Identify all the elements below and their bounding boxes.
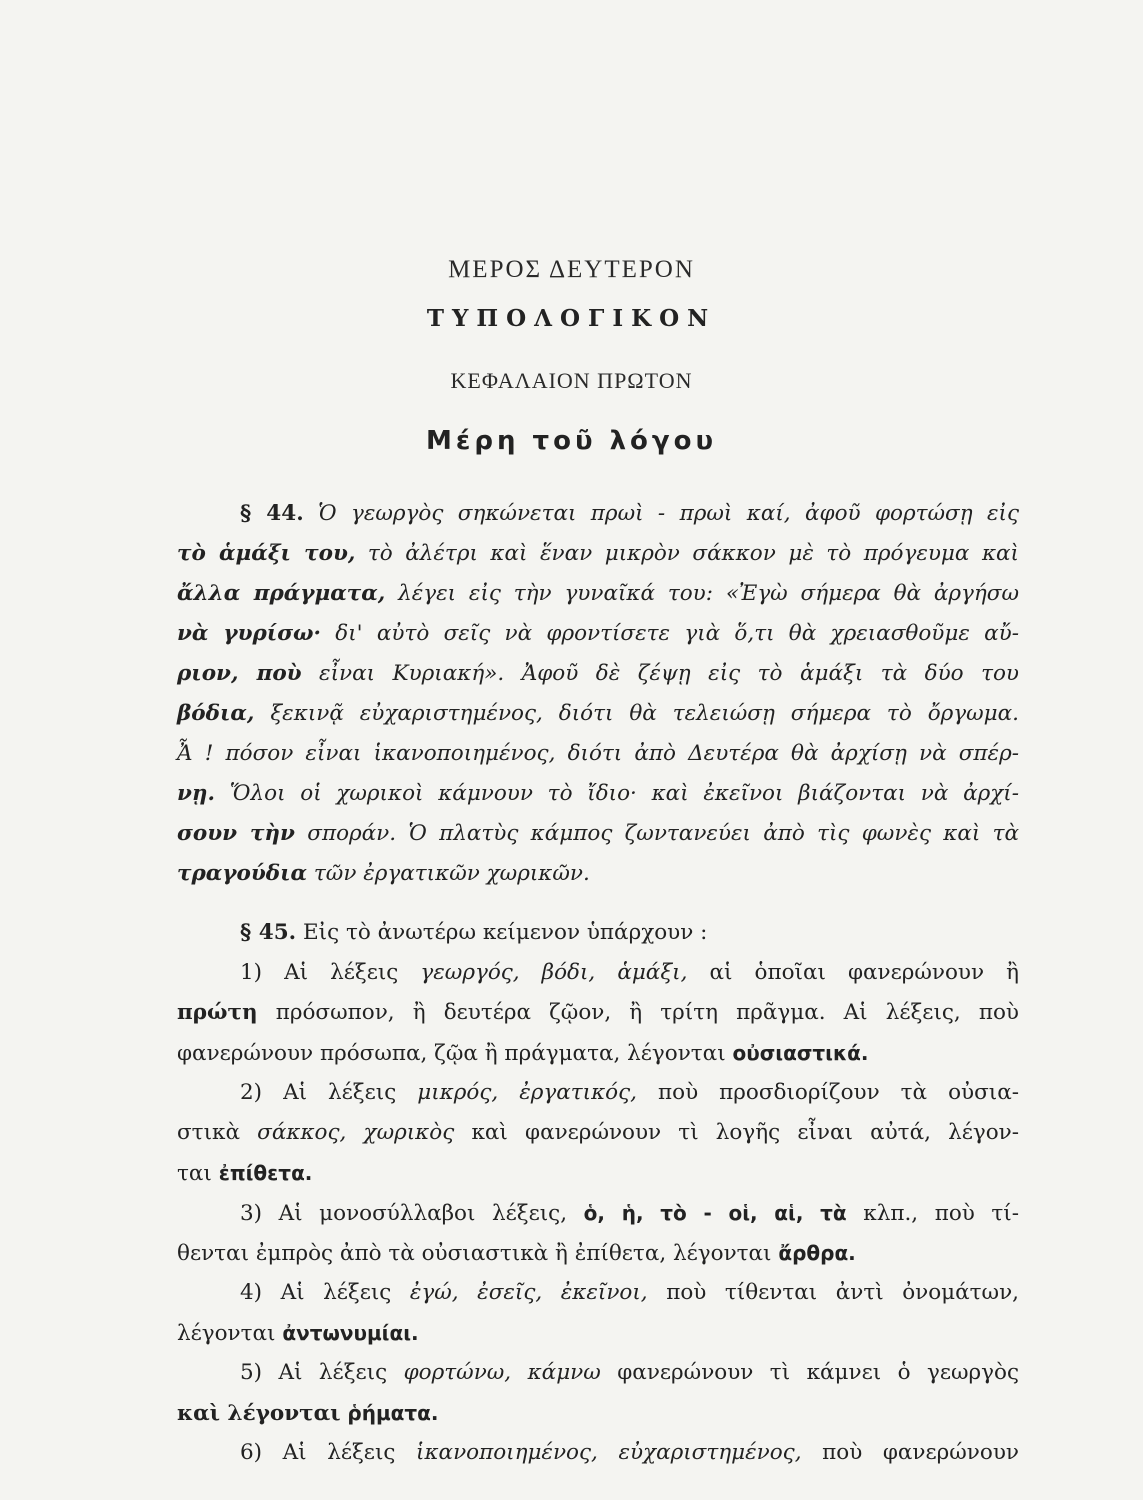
- term-articles: ἄρθρα.: [778, 1241, 856, 1265]
- text-span: μικρός, ἐργατικός,: [417, 1080, 637, 1105]
- paragraph-44-line-7: [177, 734, 1019, 774]
- paragraph-44-line-10: [177, 854, 1019, 894]
- text-span: φορτώνω, κάμνω: [403, 1360, 601, 1385]
- term-verbs: ῥήματα.: [347, 1401, 439, 1425]
- text-span: νῃ.: [177, 781, 216, 806]
- text-span: τὸ ἀλέτρι καὶ ἕναν μικρὸν σάκκον μὲ τὸ πρόγευμα καὶ: [355, 541, 1019, 566]
- section-title: ΤΥΠΟΛΟΓΙΚΟΝ: [426, 305, 717, 332]
- text-span: ποὺ τίθενται ἀντὶ ὀνομάτων,: [666, 1280, 1019, 1305]
- paragraph-45-intro: [240, 913, 1019, 953]
- text-span: τὸ ἁμάξι του,: [177, 541, 356, 566]
- item-1-line-2: [177, 993, 1019, 1033]
- text-span: σάκκος, χωρικὸς: [257, 1120, 455, 1145]
- paragraph-44-line-5: [177, 654, 1019, 694]
- paragraph-44-line-6: [177, 694, 1019, 734]
- text-span: πρώτη: [177, 1000, 258, 1025]
- text-span: 1) Αἱ λέξεις: [240, 960, 399, 985]
- text-span: 3) Αἱ μονοσύλλαβοι λέξεις,: [240, 1201, 568, 1226]
- paragraph-44-line-8: [177, 774, 1019, 814]
- text-span: ποὺ φανερώνουν: [822, 1440, 1019, 1465]
- text-span: καὶ φανερώνουν τὶ λογῆς εἶναι αὐτά, λέγον-: [471, 1120, 1019, 1145]
- text-span: πρόσωπον, ἢ δευτέρα ζῷον, ἢ τρίτη πρᾶγμα. Αἱ λέξεις, ποὺ: [275, 1000, 1019, 1025]
- text-span: 6) Αἱ λέξεις: [240, 1440, 396, 1465]
- item-5-line-2: [177, 1393, 1019, 1434]
- item-4-line-2: [177, 1313, 1019, 1354]
- item-3-line-1: [240, 1193, 1019, 1234]
- text-span: γεωργός, βόδι, ἁμάξι,: [420, 960, 688, 985]
- text-span: φανερώνουν πρόσωπα, ζῷα ἢ πράγματα, λέγονται: [177, 1041, 726, 1066]
- text-span: ριον, ποὺ: [177, 661, 302, 686]
- item-2-line-3: [177, 1153, 1019, 1194]
- chapter-subtitle: Μέρη τοῦ λόγου: [425, 426, 718, 456]
- text-span: ποὺ προσδιορίζουν τὰ οὐσια-: [658, 1080, 1019, 1105]
- text-span: θενται ἐμπρὸς ἀπὸ τὰ οὐσιαστικὰ ἢ ἐπίθετα, λέγονται: [177, 1241, 772, 1266]
- text-span: 4) Αἱ λέξεις: [240, 1280, 392, 1305]
- item-4-line-1: [240, 1273, 1019, 1313]
- text-span: ἄλλα πράγματα,: [177, 581, 386, 606]
- text-span: τραγούδια: [177, 861, 308, 886]
- text-span: Ὁ γεωργὸς σηκώνεται πρωὶ - πρωὶ καί, ἀφοῦ φορτώσῃ εἰς: [318, 501, 1020, 526]
- item-1-line-3: [177, 1033, 1019, 1074]
- text-span: λέγει εἰς τὴν γυναῖκά του: «Ἐγὼ σήμερα θὰ ἀργήσω: [385, 581, 1019, 606]
- text-span: σουν τὴν: [177, 821, 295, 846]
- text-span: ἐγώ, ἐσεῖς, ἐκεῖνοι,: [409, 1280, 648, 1305]
- paragraph-44-line-2: [177, 534, 1019, 574]
- item-5-line-1: [240, 1353, 1019, 1393]
- part-title: ΜΕΡΟΣ ΔΕΥΤΕΡΟΝ: [448, 256, 695, 283]
- text-span: κλπ., ποὺ τί-: [863, 1201, 1020, 1226]
- text-span: λέγονται: [177, 1321, 276, 1346]
- text-span: εἶναι Κυριακή». Ἀφοῦ δὲ ζέψῃ εἰς τὸ ἁμάξι τὰ δύο του: [301, 661, 1019, 686]
- item-1-line-1: [240, 953, 1019, 993]
- item-2-line-1: [240, 1073, 1019, 1113]
- text-span: Ὅλοι οἱ χωρικοὶ κάμνουν τὸ ἴδιο· καὶ ἐκεῖνοι βιάζονται νὰ ἀρχί-: [215, 781, 1019, 806]
- paragraph-44-line-1: [240, 494, 1019, 534]
- text-span: στικὰ: [177, 1120, 240, 1145]
- text-span: ξεκινᾷ εὐχαριστημένος, διότι θὰ τελειώσῃ σήμερα τὸ ὄργωμα.: [254, 701, 1019, 726]
- text-span: 5) Αἱ λέξεις: [240, 1360, 388, 1385]
- paragraph-45-number: § 45.: [240, 920, 297, 945]
- item-2-line-2: [177, 1113, 1019, 1153]
- text-span: ται: [177, 1161, 212, 1186]
- item-3-line-2: [177, 1233, 1019, 1274]
- text-span: νὰ γυρίσω·: [177, 621, 322, 646]
- paragraph-44-number: § 44.: [240, 501, 304, 526]
- text-span: καὶ λέγονται: [177, 1401, 341, 1426]
- term-nouns: οὐσιαστικά.: [732, 1041, 869, 1065]
- text-span: Εἰς τὸ ἀνωτέρω κείμενον ὑπάρχουν :: [302, 920, 708, 945]
- paragraph-44-line-9: [177, 814, 1019, 854]
- text-span: τῶν ἐργατικῶν χωρικῶν.: [307, 861, 590, 886]
- text-span: βόδια,: [177, 701, 255, 726]
- paragraph-44-line-3: [177, 574, 1019, 614]
- chapter-title: ΚΕΦΑΛΑΙΟΝ ΠΡΩΤΟΝ: [450, 368, 693, 393]
- text-span: σποράν. Ὁ πλατὺς κάμπος ζωντανεύει ἀπὸ τὶς φωνὲς καὶ τὰ: [294, 821, 1020, 846]
- text-span: 2) Αἱ λέξεις: [240, 1080, 397, 1105]
- term-adjectives: ἐπίθετα.: [218, 1161, 313, 1185]
- term-pronouns: ἀντωνυμίαι.: [282, 1321, 419, 1345]
- article-forms: ὁ, ἡ, τὸ - οἱ, αἱ, τὰ: [583, 1201, 847, 1225]
- item-6-line-1: [240, 1433, 1019, 1473]
- text-span: ἱκανοποιημένος, εὐχαριστημένος,: [416, 1440, 802, 1465]
- paragraph-44-line-4: [177, 614, 1019, 654]
- text-span: δι' αὐτὸ σεῖς νὰ φροντίσετε γιὰ ὅ,τι θὰ χρειασθοῦμε αὔ-: [321, 621, 1019, 646]
- text-span: αἱ ὁποῖαι φανερώνουν ἢ: [709, 960, 1019, 985]
- text-span: Ἆ ! πόσον εἶναι ἱκανοποιημένος, διότι ἀπὸ Δευτέρα θὰ ἀρχίσῃ νὰ σπέρ-: [177, 741, 1019, 766]
- text-span: φανερώνουν τὶ κάμνει ὁ γεωργὸς: [617, 1360, 1020, 1385]
